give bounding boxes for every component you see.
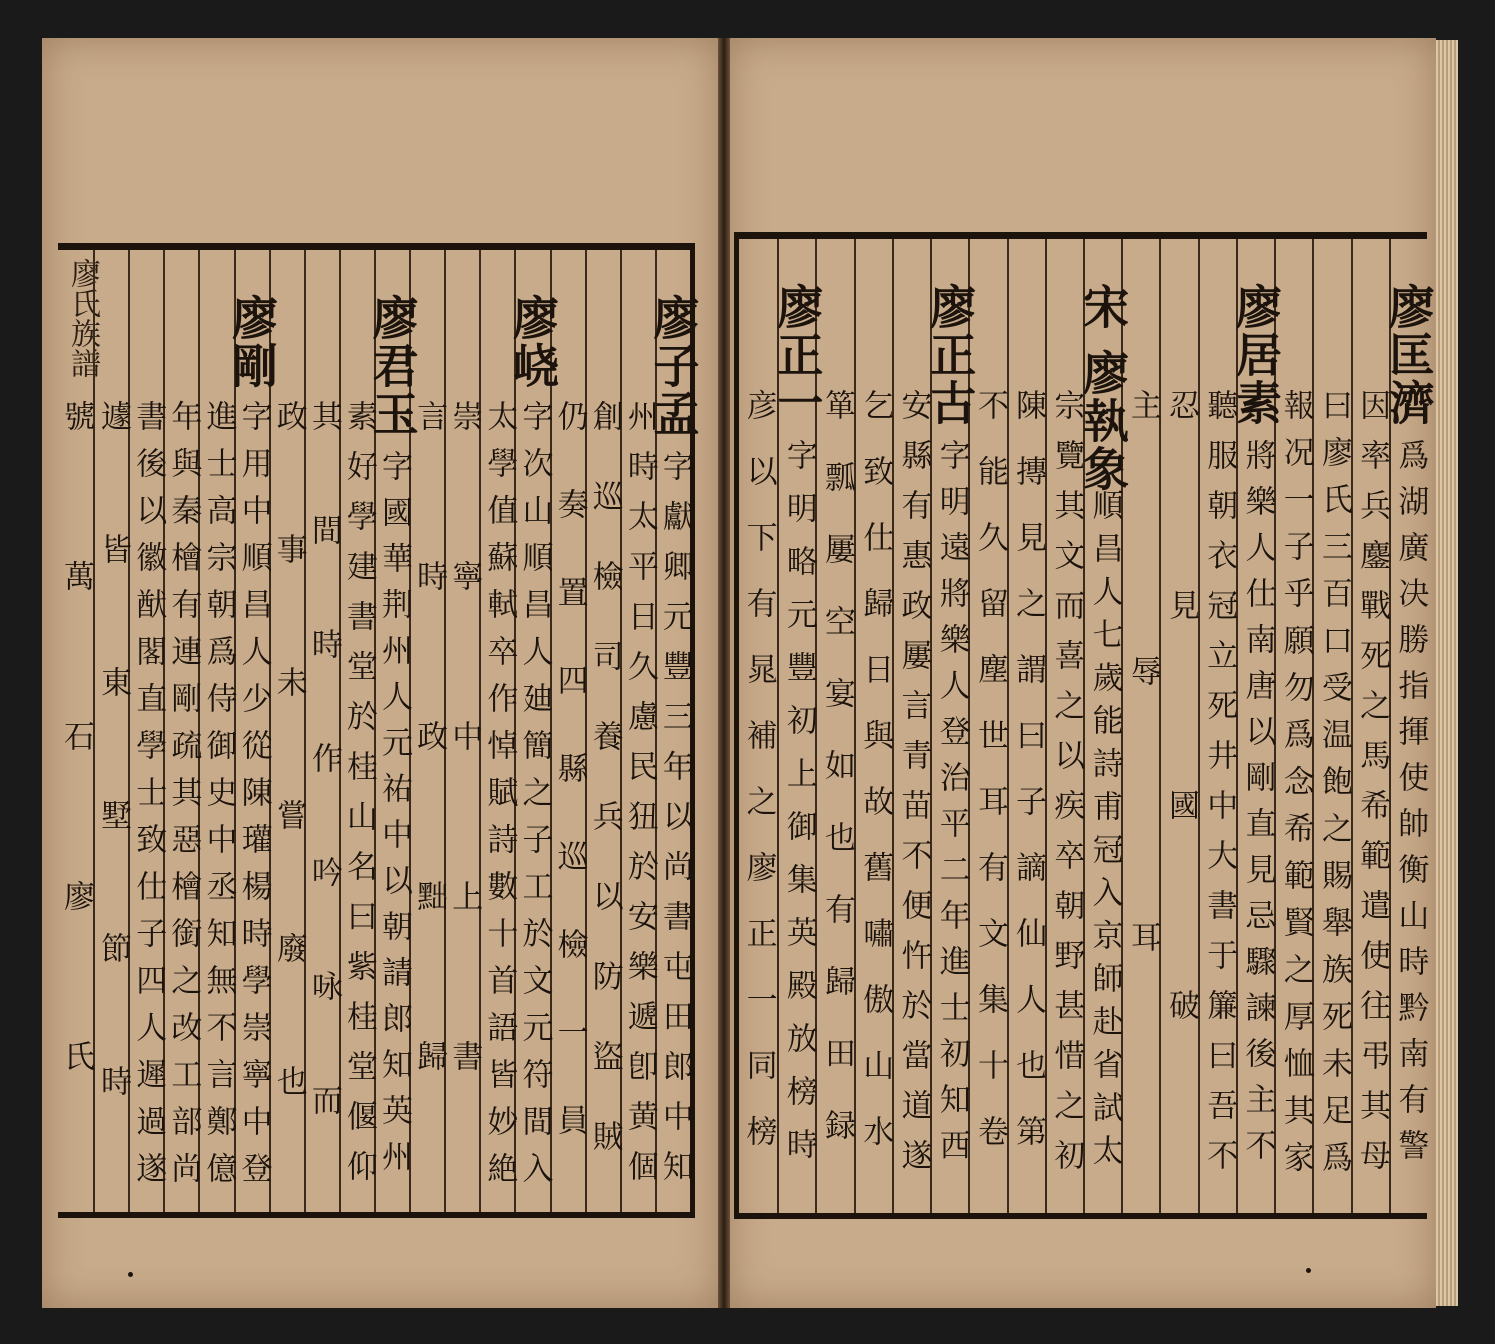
column-text: 忍見國破 [1163, 389, 1200, 1189]
entry-name: 廖子孟 [646, 294, 701, 438]
page-edges [1436, 40, 1458, 1306]
column-text: 陳摶見之謂曰子謫仙人也第 [1010, 389, 1047, 1181]
text-column [93, 250, 130, 1212]
entry-name: 宋 廖執象 [1076, 283, 1131, 494]
text-column [128, 250, 165, 1212]
column-text: 字獻卿元豐三年以尚書屯田郎中知 [656, 450, 693, 1200]
text-column [854, 239, 894, 1213]
text-column [770, 239, 825, 1213]
column-text: 言時政黜歸 [411, 400, 448, 1200]
text-column [339, 250, 376, 1212]
entry-name: 廖君玉 [365, 294, 420, 438]
column-text: 箪瓢屢空宴如也有歸田録 [819, 389, 856, 1181]
column-text: 字明略元豐初上御集英殿放榜時 [780, 439, 817, 1181]
column-text: 州時太平日久慮民狃於安樂遞卽黄個 [621, 400, 658, 1200]
column-text: 政事未嘗廢也 [270, 400, 307, 1198]
text-column [304, 250, 341, 1212]
column-text: 字用中順昌人少從陳瓘楊時學崇寧中登 [235, 400, 272, 1199]
entry-name: 廖匡濟 [1381, 283, 1436, 427]
text-column [550, 250, 587, 1212]
column-text: 曰廖氏三百口受温飽之賜舉族死未足爲 [1315, 389, 1352, 1188]
entry-name: 廖居素 [1229, 283, 1283, 427]
text-column [269, 250, 306, 1212]
text-column [646, 250, 701, 1212]
column-text: 進士高宗朝爲侍御史中丞知無不言鄭億 [200, 400, 237, 1199]
column-text: 字國華荆州人元祐中以朝請郎知英州 [376, 450, 413, 1186]
text-column [1159, 239, 1199, 1213]
right-text-frame [734, 232, 1436, 1219]
entry-name: 廖峣 [506, 294, 560, 390]
column-text: 年與秦檜有連剛疏其惡檜銜之改工部尚 [165, 400, 202, 1199]
text-column [892, 239, 932, 1213]
text-column [1045, 239, 1085, 1213]
text-column [620, 250, 657, 1212]
column-text: 主辱耳 [1124, 389, 1161, 1187]
column-text: 因率兵鏖戰死之馬希範遣使往弔其母 [1354, 389, 1391, 1189]
text-column [163, 250, 200, 1212]
column-text: 將樂人仕南唐以剛直見忌驟諫後主不 [1239, 439, 1276, 1175]
column-text: 字次山順昌人廸簡之子工於文元符間入 [516, 400, 553, 1199]
left-margin-title: 廖氏族譜 [65, 258, 100, 378]
column-text: 爲湖廣决勝指揮使帥衡山時黔南有警 [1392, 439, 1429, 1175]
book-spine [718, 38, 730, 1308]
column-text: 號萬石廖氏 [58, 400, 95, 1200]
text-column [1007, 239, 1047, 1213]
column-text: 仍奏置四縣巡檢一員 [551, 400, 588, 1192]
column-text: 遽皆東墅節時 [95, 400, 132, 1198]
column-text: 其間時作吟咏而 [305, 400, 342, 1198]
text-column [1198, 239, 1238, 1213]
text-column [1381, 239, 1436, 1213]
column-text: 安縣有惠政屢言青苗不便忤於當道遂 [895, 389, 932, 1189]
column-text: 順昌人七歲能詩甫冠入京師赴省試太 [1086, 489, 1123, 1177]
text-column [1229, 239, 1283, 1213]
column-text: 書後以徽猷閣直學士致仕子四人遲過遂 [130, 400, 167, 1199]
column-text: 彦以下有晁補之廖正一同榜 [740, 389, 777, 1181]
entry-name: 廖剛 [225, 294, 280, 390]
text-column [198, 250, 235, 1212]
column-text: 不能久留塵世耳有文集十卷 [971, 389, 1008, 1181]
column-text: 創巡檢司養兵以防盜賊 [586, 400, 623, 1200]
text-column [479, 250, 516, 1212]
column-text: 素好學建書堂於桂山名曰紫桂堂偃仰 [340, 400, 377, 1200]
text-column [1076, 239, 1131, 1213]
text-column [923, 239, 978, 1213]
column-text: 聽服朝衣冠立死井中大書于簾曰吾不 [1201, 389, 1238, 1189]
text-column [506, 250, 560, 1212]
text-column [444, 250, 481, 1212]
text-column [365, 250, 420, 1212]
text-column [585, 250, 622, 1212]
text-column [1312, 239, 1352, 1213]
column-text: 太學值蘇軾卒作悼賦詩數十首語皆妙絶 [481, 400, 518, 1199]
text-column [225, 250, 280, 1212]
entry-name: 廖正古 [923, 283, 978, 427]
column-text: 字明遠將樂人登治平二年進士初知西 [933, 439, 970, 1175]
column-text: 崇寧中上書 [446, 400, 483, 1200]
column-text: 宗覽其文而喜之以疾卒朝野甚惜之初 [1048, 389, 1085, 1189]
page-mark [128, 1272, 133, 1277]
column-text: 報况一子乎願勿爲念希範賢之厚恤其家 [1277, 389, 1314, 1188]
text-column [739, 239, 777, 1213]
column-text: 乞致仕歸日與故舊嘯傲山水 [857, 389, 894, 1181]
text-column [1351, 239, 1391, 1213]
entry-name: 廖正一 [770, 283, 825, 427]
left-text-frame [58, 243, 701, 1218]
page-mark [1306, 1268, 1311, 1273]
text-column [58, 250, 93, 1212]
